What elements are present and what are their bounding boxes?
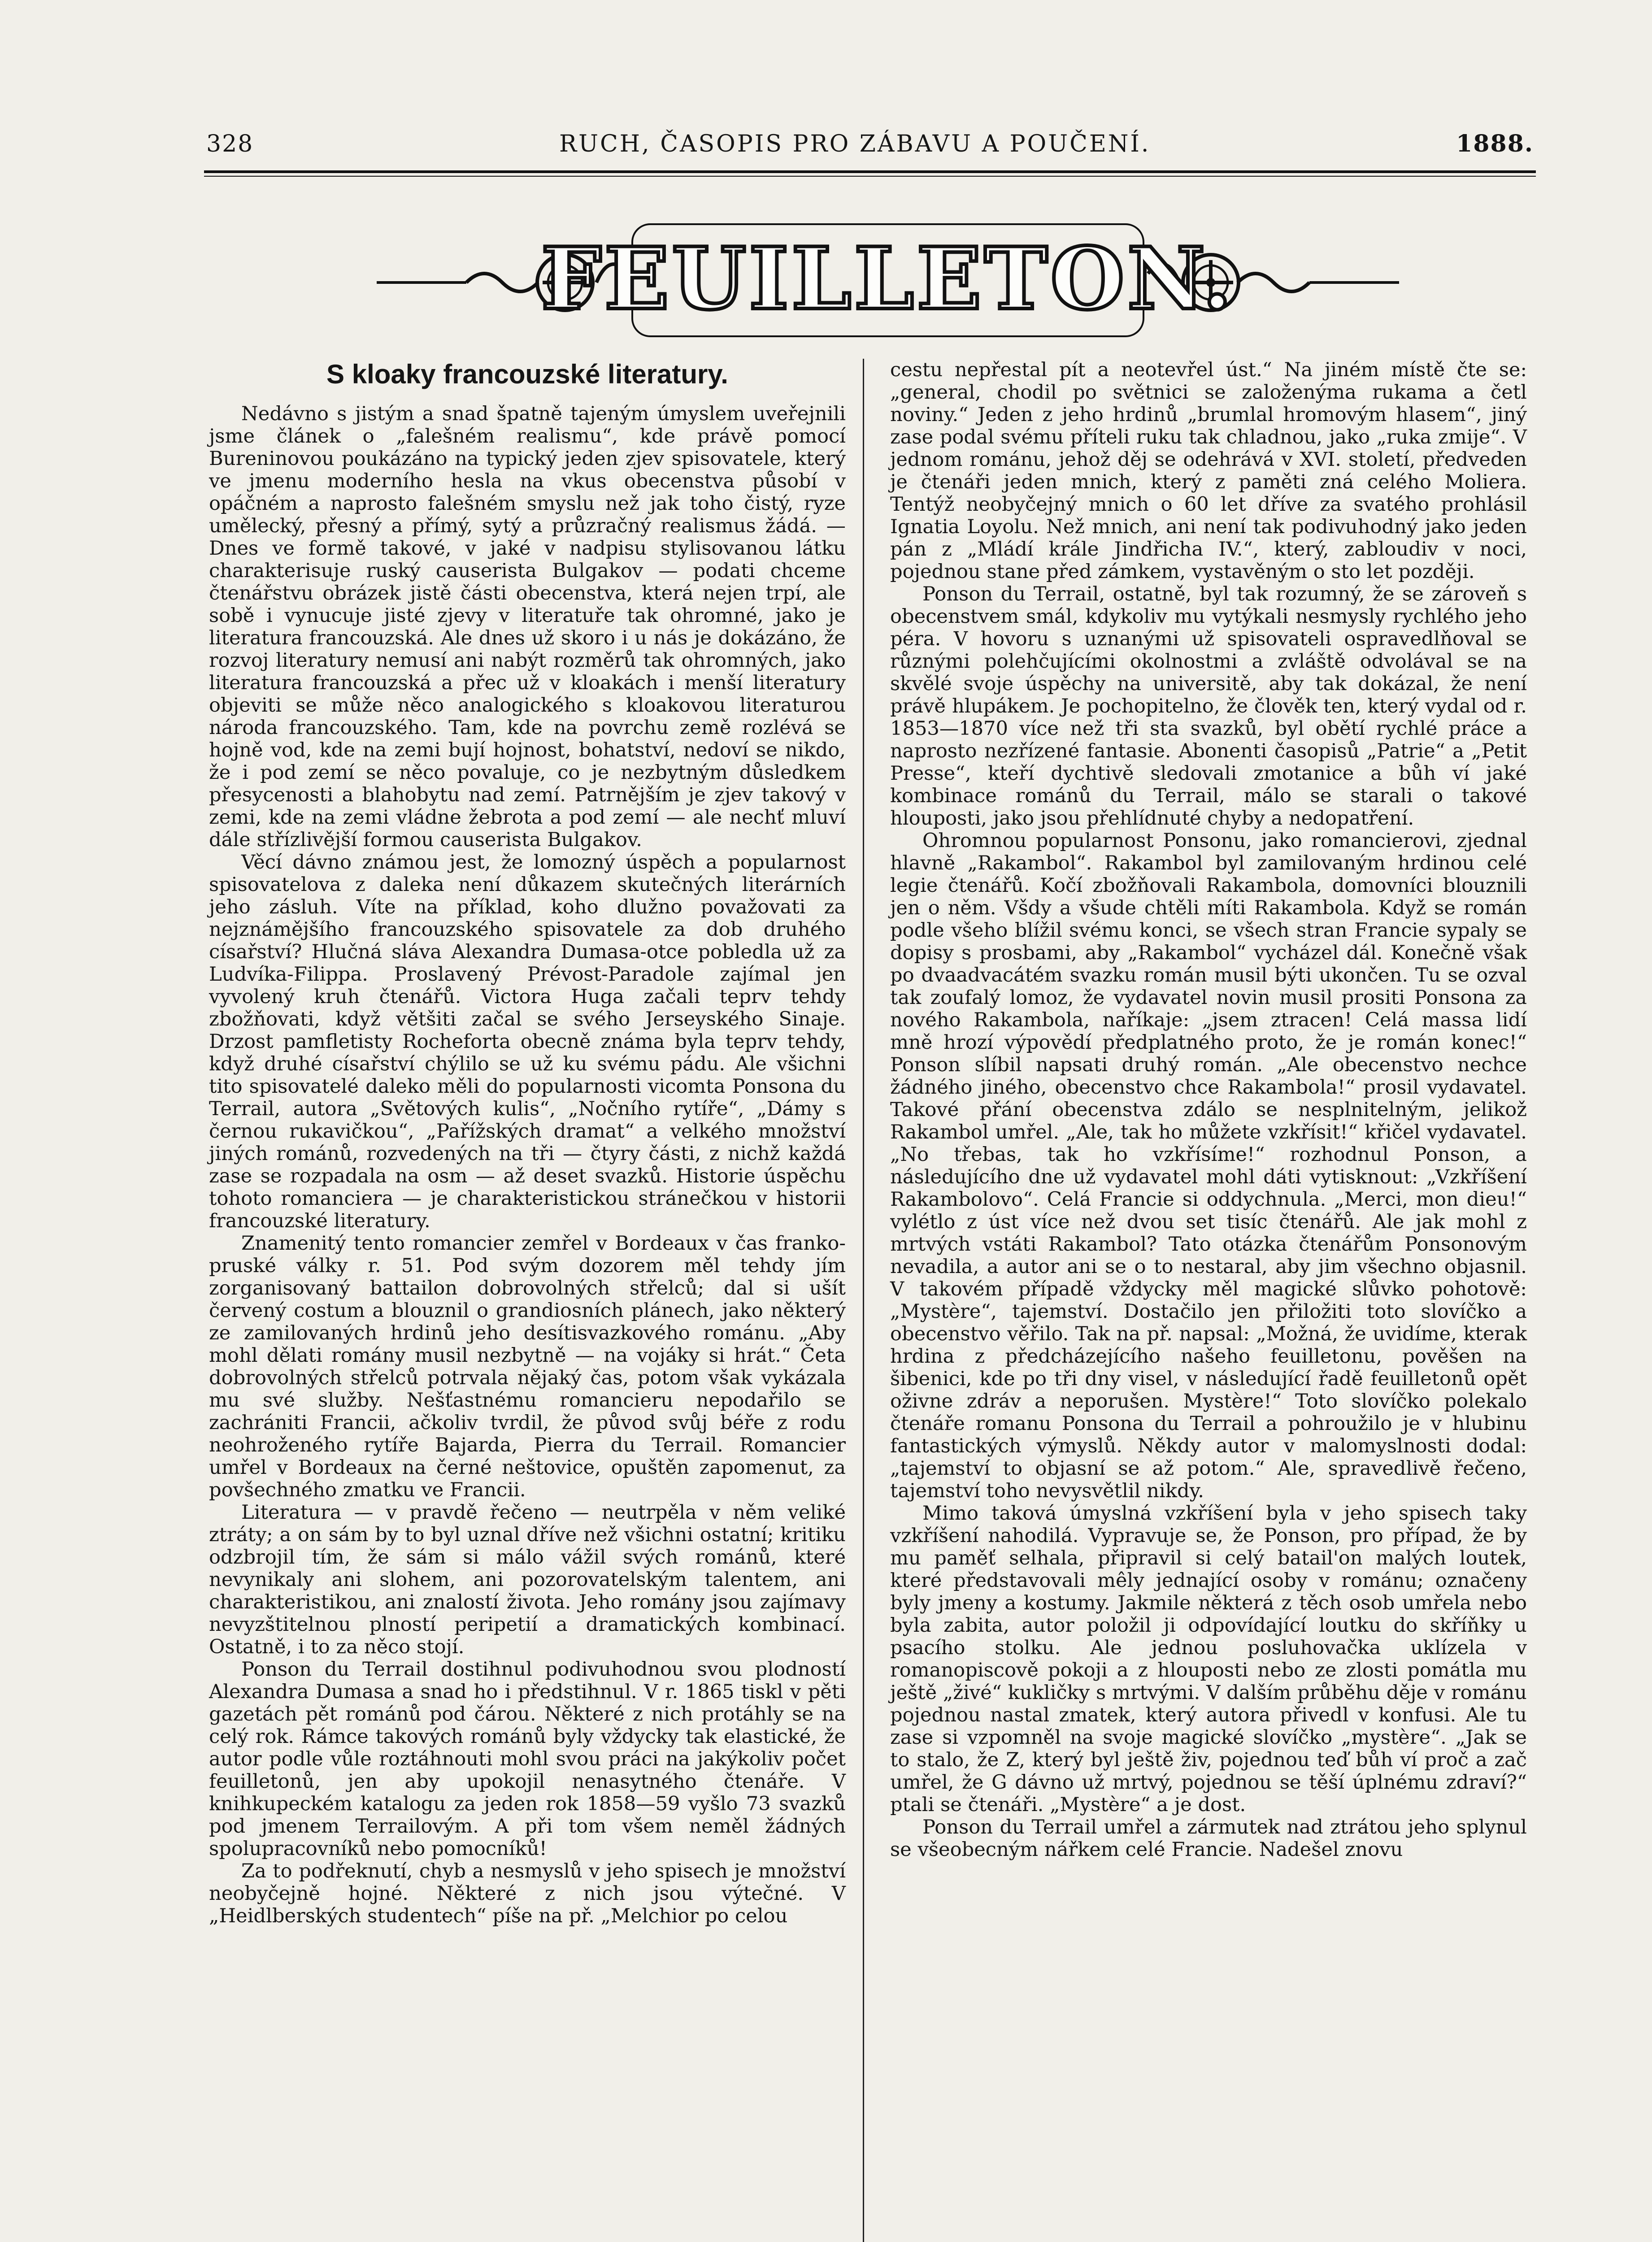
paragraph: Ponson du Terrail, ostatně, byl tak rozumný, že se zároveň s obecenstvem smál, kdykoliv mu vytýkali nesmysly rychlého jeho péra. V hovoru s uznanými už spisovateli ospravedlňoval se různými polehčujícími okolnostmi a zvláště odvolával se na skvělé svoje úspěchy na universitě, aby tak dokázal, že není právě hlupákem. Je pochopitelno, že člověk ten, který vydal od r. 1853—1870 více než tři sta svazků, byl obětí rychlé práce a naprosto nezřízené fantasie. Abonenti časopisů „Patrie“ a „Petit Presse“, kteří dychtivě sledovali zmotanice a bůh ví jaké kombinace románů du Terrail, málo se starali o takové hlouposti, jako jsou přehlídnuté chyby a nedopatření. [890, 583, 1527, 830]
banner-title: FEUILLETON. [541, 229, 1235, 329]
feuilleton-banner [377, 206, 1399, 354]
running-header [206, 130, 1534, 161]
banner-right-flourish [1238, 274, 1309, 291]
paragraph: Ponson du Terrail dostihnul podivuhodnou svou plodností Alexandra Dumasa a snad ho i předstihnul. V r. 1865 tiskl v pěti gazetách pět románů pod čárou. Některé z nich protáhly se na celý rok. Rámce takových románů byly vždycky tak elastické, že autor podle vůle roztáhnouti mohl svou práci na jakýkoliv počet feuilletonů, jen aby upokojil nenasytného čtenáře. V knihkupeckém katalogu za jeden rok 1858—59 vyšlo 73 svazků pod jmenem Terrailovým. A při tom všem neměl žádných spolupracovníků nebo pomocníků! [209, 1658, 846, 1860]
banner-left-flourish [466, 274, 538, 291]
header-rule [204, 170, 1536, 173]
paragraph: cestu nepřestal pít a neotevřel úst.“ Na jiném místě čte se: „general, chodil po světnici se založenýma rukama a četl noviny.“ Jeden z jeho hrdinů „brumlal hromovým hlasem“, jiný zase podal svému příteli ruku tak chladnou, jako „ruka zmije“. V jednom románu, jehož děj se odehrává v XVI. století, předveden je čtenáři jeden mnich, který z paměti zná celého Moliera. Tentýž neobyčejný mnich o 60 let dříve za svatého prohlásil Ignatia Loyolu. Než mnich, ani není tak podivuhodný jako jeden pán z „Mládí krále Jindřicha IV.“, který, zabloudiv v noci, pojednou stane před zámkem, vystavěným o sto let později. [890, 359, 1527, 583]
paragraph: Mimo taková úmyslná vzkříšení byla v jeho spisech taky vzkříšení nahodilá. Vypravuje se, že Ponson, pro případ, že by mu paměť selhala, připravil si celý batail'on malých loutek, které představovali mêly jednající osoby v románu; označeny byly jmeny a kostumy. Jakmile některá z těch osob umřela nebo byla zabita, autor položil ji odpovídající loutku do skříňky u psacího stolku. Ale jednou posluhovačka uklízela v romanopiscově pokoji a z hlouposti nebo ze zlosti pomátla mu ještě „živé“ kukličky s mrtvými. V dalším průběhu děje v románu pojednou nastal zmatek, který autora přivedl v konfusi. Ale tu zase si vzpomněl na svoje magické slovíčko „mystère“. „Jak se to stalo, že Z, který byl ještě živ, pojednou teď bůh ví proč a zač umřel, že G dávno už mrtvý, pojednou se těší úplnému zdraví?“ ptali se čtenáři. „Mystère“ a je dost. [890, 1502, 1527, 1816]
article-title: S kloaky francouzské literatury. [326, 359, 728, 389]
year: 1888. [1456, 130, 1534, 157]
page-number: 328 [206, 130, 254, 157]
paragraph: Věcí dávno známou jest, že lomozný úspěch a popularnost spisovatelova z daleka není důkazem skutečných literárních jeho zásluh. Víte na příklad, koho dlužno považovati za nejznámějšího francouzského spisovatele za dob druhého císařství? Hlučná sláva Alexandra Dumasa-otce pobledla už za Ludvíka-Filippa. Proslavený Prévost-Paradole zajímal jen vyvolený kruh čtenářů. Victora Huga začali teprv tehdy zbožňovati, když většiti začal se svého Jerseyského Sinaje. Drzost pamfletisty Rocheforta obecně známa byla teprv tehdy, když druhé císařství chýlilo se už ku svému pádu. Ale všichni tito spisovatelé daleko měli do popularnosti vicomta Ponsona du Terrail, autora „Světových kulis“, „Nočního rytíře“, „Dámy s černou rukavičkou“, „Pařížských dramat“ a velkého množství jiných románů, rozvedených na tři — čtyry části, z nichž každá zase se rozpadala na osm — až deset svazků. Historie úspěchu tohoto romanciera — je charakteristickou stránečkou v historii francouzské literatury. [209, 851, 846, 1232]
right-column [890, 359, 1527, 1861]
paragraph: Literatura — v pravdě řečeno — neutrpěla v něm veliké ztráty; a on sám by to byl uznal dříve než všichni ostatní; kritiku odzbrojil tím, že sám si málo vážil svých románů, které nevynikaly ani slohem, ani pozorovatelským talentem, ani charakteristikou, ani znalostí života. Jeho romány jsou zajímavy nevyzštitelnou plností peripetií a dramatických kombinací. Ostatně, i to za něco stojí. [209, 1501, 846, 1658]
left-column [209, 359, 846, 1927]
paragraph: Ohromnou popularnost Ponsonu, jako romancierovi, zjednal hlavně „Rakambol“. Rakambol byl zamilovaným hrdinou celé legie čtenářů. Kočí zbožňovali Rakambola, domovníci blouznili jen o něm. Všdy a všude chtěli míti Rakambola. Když se román podle všeho blížil svému konci, se všech stran Francie sypaly se dopisy s prosbami, aby „Rakambol“ vycházel dál. Konečně však po dvaadvacátém svazku román musil býti ukončen. Tu se ozval tak zoufalý lomoz, že vydavatel novin musil prositi Ponsona za nového Rakambola, naříkaje: „jsem ztracen! Celá massa lidí mně hrozí výpovědí předplatného proto, že je román konec!“ Ponson slíbil napsati druhý román. „Ale obecenstvo nechce žádného jiného, obecenstvo chce Rakambola!“ prosil vydavatel. Takové přání obecenstva zdálo se nesplnitelným, jelikož Rakambol umřel. „Ale, tak ho můžete vzkřísit!“ křičel vydavatel. „No třebas, tak ho vzkřísíme!“ rozhodnul Ponson, a následujícího dne už vydavatel mohl dáti vytisknout: „Vzkříšení Rakambolovo“. Celá Francie si oddychnula. „Merci, mon dieu!“ vylétlo z úst více než dvou set tisíc čtenářů. Ale jak mohl z mrtvých vstáti Rakambol? Tato otázka čtenářům Ponsonovým nevadila, a autor ani se o to nestaral, aby jim všechno objasnil. V takovém případě vždycky měl magické slůvko pohotově: „Mystère“, tajemství. Dostačilo jen přiložiti toto slovíčko a obecenstvo věřilo. Tak na př. napsal: „Možná, že uvidíme, kterak hrdina z předcházejícího našeho feuilletonu, pověšen na šibenici, kde po tři dny visel, v následující řadě feuilletonů opět oživne zdráv a neporušen. Mystère!“ Toto slovíčko polekalo čtenáře romanu Ponsona du Terrail a pohroužilo je v hlubinu fantastických výmyslů. Někdy autor v malomyslnosti dodal: „tajemství to objasní se až potom.“ Ale, spravedlivě řečeno, tajemství toho nevysvětlil nikdy. [890, 830, 1527, 1502]
header-rule-thin [204, 176, 1536, 177]
column-divider [863, 359, 864, 2242]
paragraph: Za to podřeknutí, chyb a nesmyslů v jeho spisech je množství neobyčejně hojné. Některé z nich jsou výtečné. V „Heidlberských studentech“ píše na př. „Melchior po celou [209, 1860, 846, 1927]
paragraph: Ponson du Terrail umřel a zármutek nad ztrátou jeho splynul se všeobecným nářkem celé Francie. Nadešel znovu [890, 1816, 1527, 1861]
paragraph: Znamenitý tento romancier zemřel v Bordeaux v čas franko-pruské války r. 51. Pod svým dozorem měl tehdy jím zorganisovaný battailon dobrovolných střelců; dal si ušít červený costum a blouznil o grandiosních plánech, jako některý ze zamilovaných hrdinů jeho desítisvazkového románu. „Aby mohl dělati romány musil nezbytně — na vojáky si hrát.“ Četa dobrovolných střelců potrvala nějaký čas, potom však vykázala mu své služby. Nešťastnému romancieru nepodařilo se zachrániti Francii, ačkoliv tvrdil, že původ svůj béře z rodu neohroženého rytíře Bajarda, Pierra du Terrail. Romancier umřel v Bordeaux na černé neštovice, opuštěn zapomenut, za povšechného zmatku ve Francii. [209, 1232, 846, 1501]
paragraph: Nedávno s jistým a snad špatně tajeným úmyslem uveřejnili jsme článek o „falešném realismu“, kde právě pomocí Bureninovou poukázáno na typický jeden zjev spisovatele, který ve jmenu moderního hesla na vkus obecenstva působí v opáčném a naprosto falešném smyslu než jak toho čistý, ryze umělecký, přesný a přímý, sytý a průzračný realismus žádá. — Dnes ve formě takové, v jaké v nadpisu stylisovanou látku charakterisuje ruský causerista Bulgakov — podati chceme čtenářstvu obrázek jistě části obecenstva, která nejen trpí, ale sobě i vynucuje jisté zjevy v literatuře tak ohromné, jako je literatura francouzská. Ale dnes už skoro i u nás je dokázáno, že rozvoj literatury nemusí ani nabýt rozměrů tak ohromných, jako literatura francouzská a přec už v kloakách i menší literatury objeviti se může něco analogického s kloakovou literaturou národa francouzského. Tam, kde na povrchu země rozlévá se hojně vod, kde na zemi bují hojnost, bohatství, nedoví se nikdo, že i pod zemí se něco povaluje, co je nezbytným důsledkem přesycenosti a blahobytu nad zemí. Patrnějším je zjev takový v zemi, kde na zemi vládne žebrota a pod zemí — ale nechť mluví dále střízlivější formou causerista Bulgakov. [209, 403, 846, 851]
journal-title: RUCH, ČASOPIS PRO ZÁBAVU A POUČENÍ. [559, 130, 1151, 157]
